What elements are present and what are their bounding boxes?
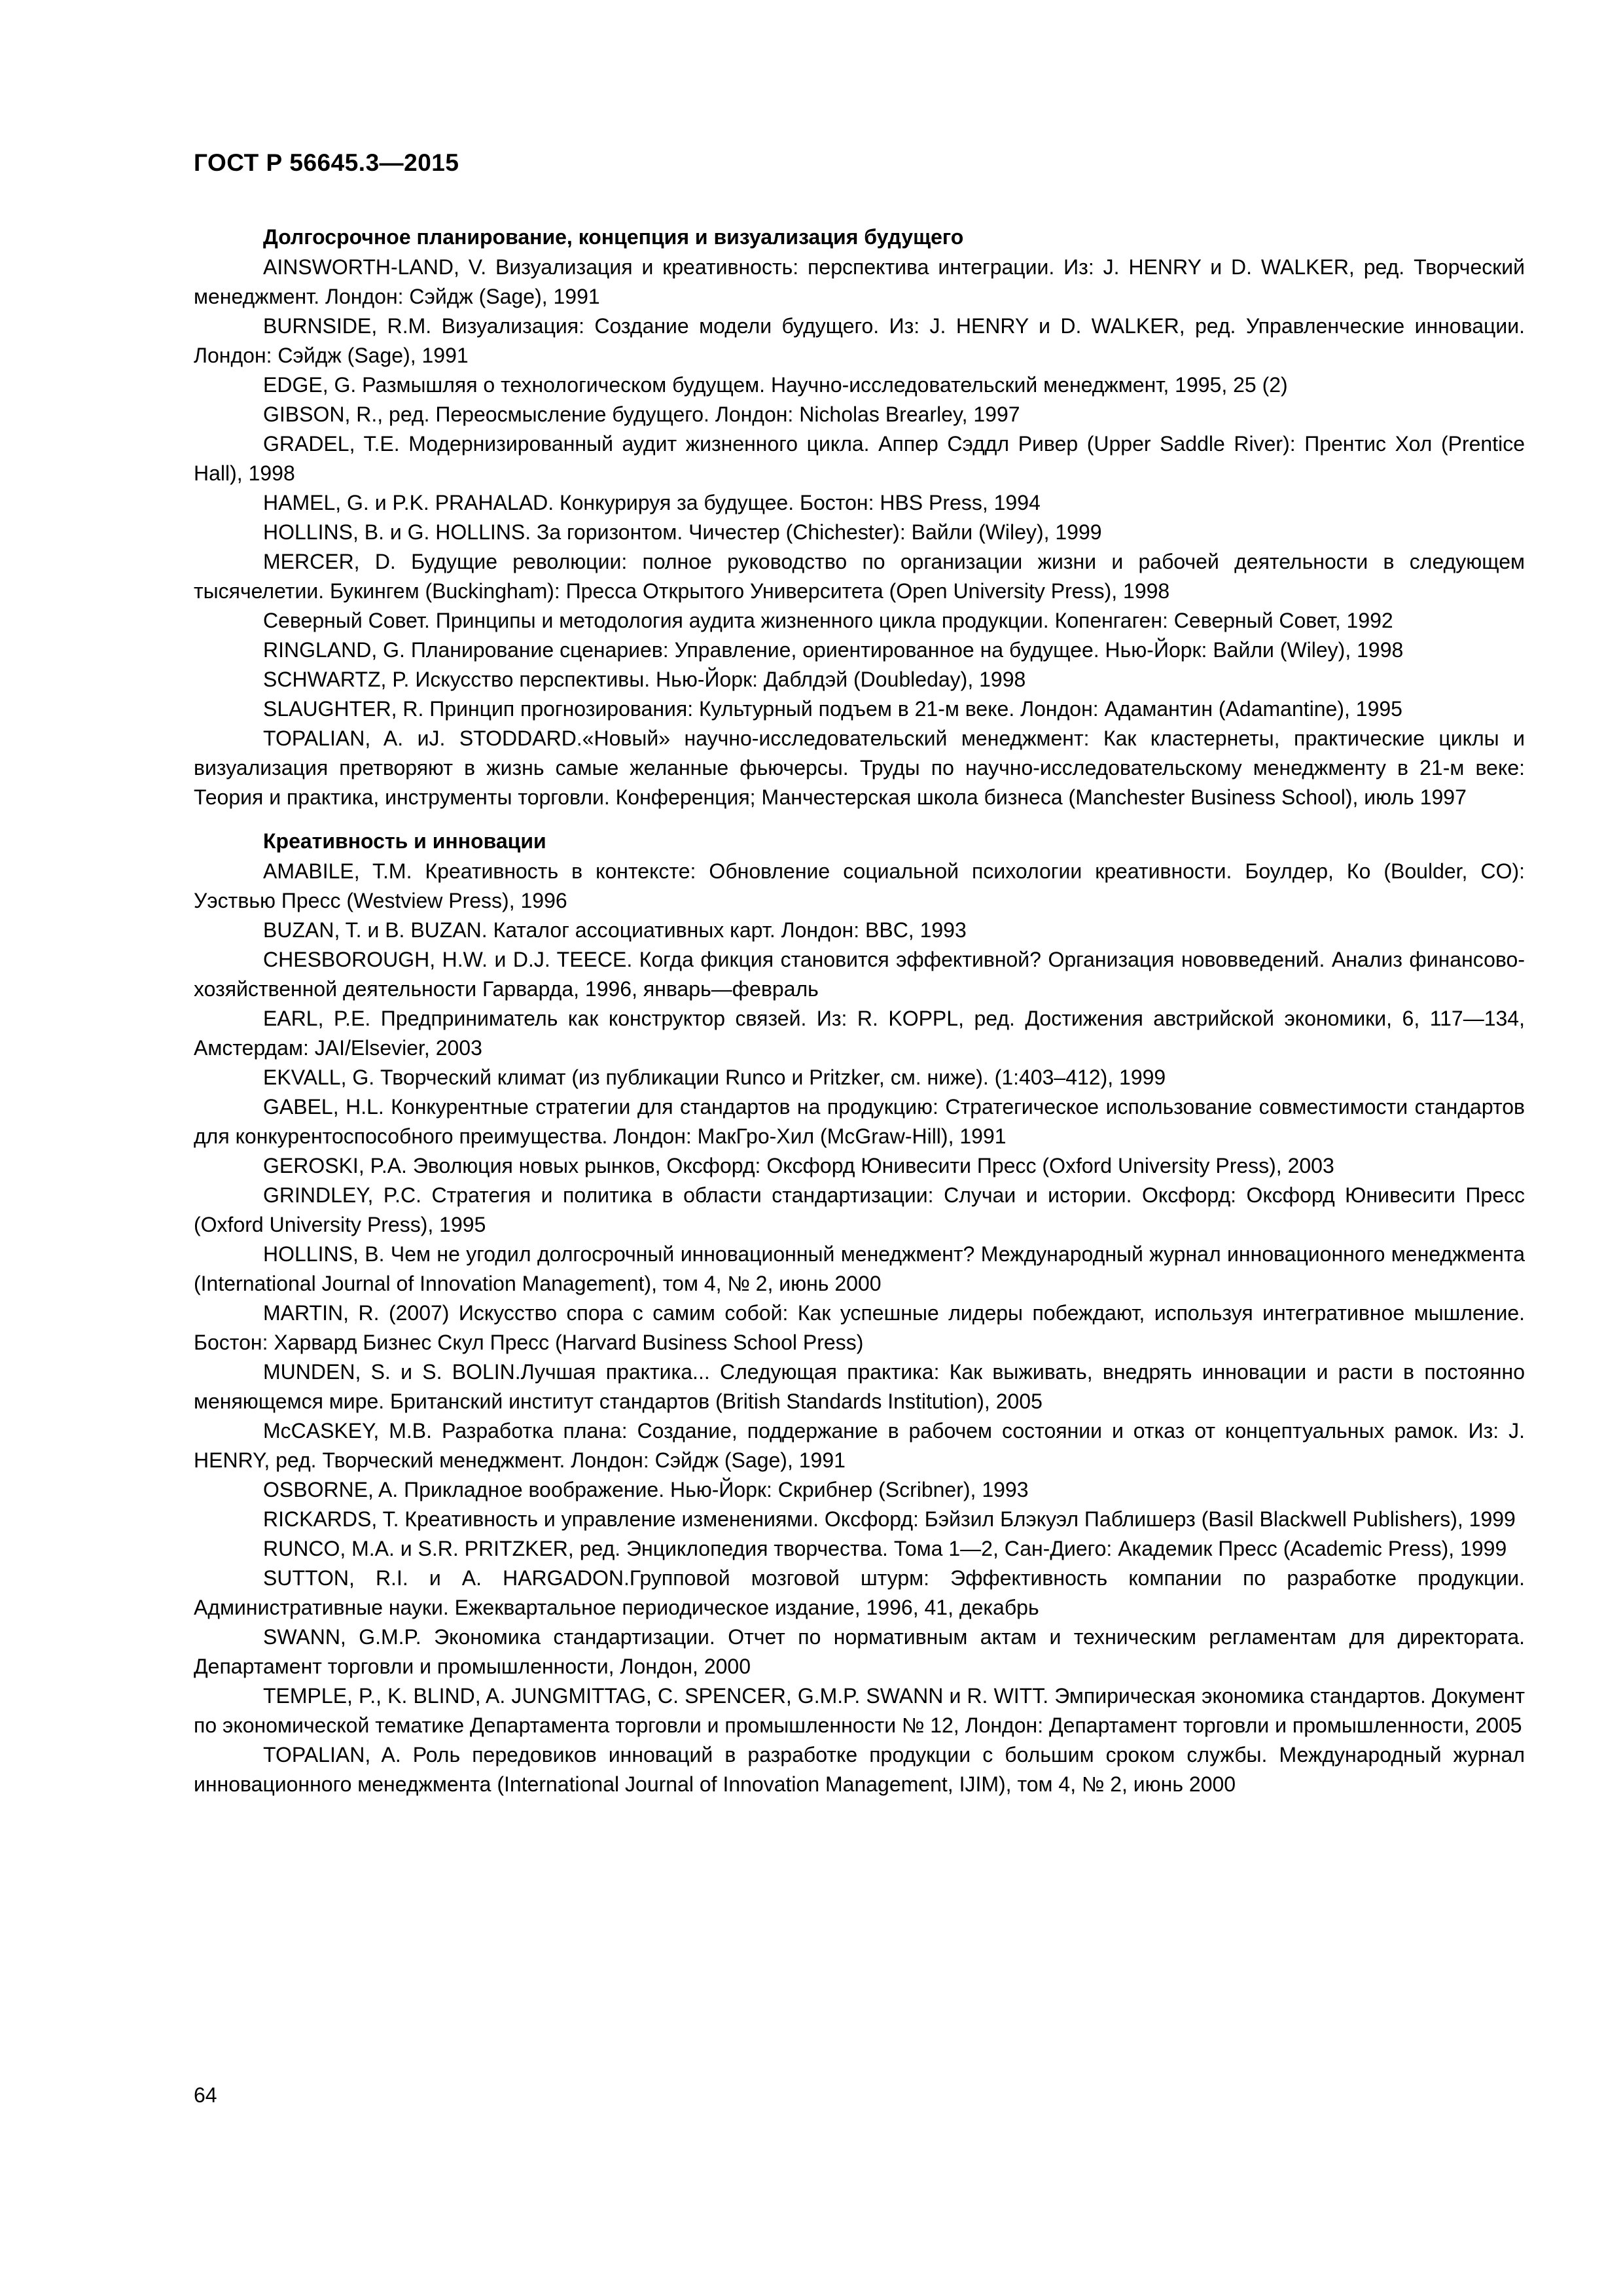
- reference-entry: GRINDLEY, P.C. Стратегия и политика в области стандартизации: Случаи и истории. Оксфорд: Оксфорд Юнивесити Пресс (Oxford University Press), 1995: [194, 1183, 1525, 1236]
- bibliography-section-long-term-planning: [194, 223, 1525, 812]
- reference-entry: BUZAN, T. и B. BUZAN. Каталог ассоциативных карт. Лондон: BBC, 1993: [263, 918, 967, 942]
- reference-entry: AMABILE, T.M. Креативность в контексте: Обновление социальной психологии креативности. Боулдер, Ко (Boulder, CO): Уэствью Пресс (Westview Press), 1996: [194, 859, 1525, 912]
- reference-entry: GIBSON, R., ред. Переосмысление будущего. Лондон: Nicholas Brearley, 1997: [263, 403, 1020, 426]
- section-title: Креативность и инновации: [263, 829, 546, 853]
- reference-entry: MERCER, D. Будущие революции: полное руководство по организации жизни и рабочей деятельности в следующем тысячелетии. Букингем (Buckingham): Пресса Открытого Университета (Open University Press), 1998: [194, 550, 1525, 603]
- reference-entry: MARTIN, R. (2007) Искусство спора с самим собой: Как успешные лидеры побеждают, используя интегративное мышление. Бостон: Харвард Бизнес Скул Пресс (Harvard Business School Press): [194, 1301, 1525, 1354]
- reference-entry: GRADEL, T.E. Модернизированный аудит жизненного цикла. Аппер Сэддл Ривер (Upper Saddle River): Прентис Хол (Prentice Hall), 1998: [194, 432, 1525, 485]
- reference-entry: AINSWORTH-LAND, V. Визуализация и креативность: перспектива интеграции. Из: J. HENRY и D. WALKER, ред. Творческий менеджмент. Лондон: Сэйдж (Sage), 1991: [194, 255, 1525, 308]
- reference-entry: SWANN, G.M.P. Экономика стандартизации. Отчет по нормативным актам и техническим регламентам для директората. Департамент торговли и промышленности, Лондон, 2000: [194, 1625, 1525, 1678]
- reference-entry: HOLLINS, B. Чем не угодил долгосрочный инновационный менеджмент? Международный журнал инновационного менеджмента (International Journal of Innovation Management), том 4, № 2, июнь 2000: [194, 1242, 1525, 1295]
- reference-entry: Северный Совет. Принципы и методология аудита жизненного цикла продукции. Копенгаген: Северный Совет, 1992: [263, 609, 1393, 632]
- reference-entry: BURNSIDE, R.M. Визуализация: Создание модели будущего. Из: J. HENRY и D. WALKER, ред. Управленческие инновации. Лондон: Сэйдж (Sage), 1991: [194, 314, 1525, 367]
- bibliography: [194, 223, 1525, 1799]
- reference-entry: McCASKEY, M.B. Разработка плана: Создание, поддержание в рабочем состоянии и отказ от концептуальных рамок. Из: J. HENRY, ред. Творческий менеджмент. Лондон: Сэйдж (Sage), 1991: [194, 1419, 1525, 1472]
- reference-entry: GABEL, H.L. Конкурентные стратегии для стандартов на продукцию: Стратегическое использование совместимости стандартов для конкурентоспособного преимущества. Лондон: МакГро-Хил (McGraw-Hill), 1991: [194, 1095, 1525, 1148]
- reference-entry: EKVALL, G. Творческий климат (из публикации Runco и Pritzker, см. ниже). (1:403–412), 1999: [263, 1066, 1166, 1089]
- reference-entry: EARL, P.E. Предприниматель как конструктор связей. Из: R. KOPPL, ред. Достижения австрийской экономики, 6, 117—134, Амстердам: JAI/Elsevier, 2003: [194, 1007, 1525, 1060]
- reference-entry: HAMEL, G. и P.K. PRAHALAD. Конкурируя за будущее. Бостон: HBS Press, 1994: [263, 491, 1041, 514]
- reference-entry: TEMPLE, P., K. BLIND, A. JUNGMITTAG, C. SPENCER, G.M.P. SWANN и R. WITT. Эмпирическая экономика стандартов. Документ по экономической тематике Департамента торговли и промышленности № 12, Лондон: Департамент торговли и промышленности, 2005: [194, 1684, 1525, 1737]
- reference-entry: GEROSKI, P.A. Эволюция новых рынков, Оксфорд: Оксфорд Юнивесити Пресс (Oxford University Press), 2003: [263, 1154, 1334, 1177]
- reference-entry: CHESBOROUGH, H.W. и D.J. TEECE. Когда фикция становится эффективной? Организация нововведений. Анализ финансово-хозяйственной деятельности Гарварда, 1996, январь—февраль: [194, 948, 1525, 1001]
- reference-entry: SUTTON, R.I. и A. HARGADON.Групповой мозговой штурм: Эффективность компании по разработке продукции. Административные науки. Ежеквартальное периодическое издание, 1996, 41, декабрь: [194, 1566, 1525, 1619]
- reference-entry: RINGLAND, G. Планирование сценариев: Управление, ориентированное на будущее. Нью-Йорк: Вайли (Wiley), 1998: [263, 638, 1404, 662]
- reference-entry: TOPALIAN, A. Роль передовиков инноваций в разработке продукции с большим сроком службы. Международный журнал инновационного менеджмента (International Journal of Innovation Management, IJIM), том 4, № 2, июнь 2000: [194, 1743, 1525, 1796]
- reference-entry: RUNCO, M.A. и S.R. PRITZKER, ред. Энциклопедия творчества. Тома 1—2, Сан-Диего: Академик Пресс (Academic Press), 1999: [263, 1537, 1507, 1560]
- reference-entry: HOLLINS, B. и G. HOLLINS. За горизонтом. Чичестер (Chichester): Вайли (Wiley), 1999: [263, 520, 1102, 544]
- reference-entry: OSBORNE, A. Прикладное воображение. Нью-Йорк: Скрибнер (Scribner), 1993: [263, 1478, 1029, 1501]
- reference-entry: TOPALIAN, A. иJ. STODDARD.«Новый» научно-исследовательский менеджмент: Как кластернеты, практические циклы и визуализация претворяют в жизнь самые желанные фьючерсы. Труды по научно-исследовательскому менеджменту в 21-м веке: Теория и практика, инструменты торговли. Конференция; Манчестерская школа бизнеса (Manchester Business School), июль 1997: [194, 726, 1525, 809]
- page-number: 64: [194, 2083, 217, 2107]
- reference-entry: MUNDEN, S. и S. BOLIN.Лучшая практика... Следующая практика: Как выживать, внедрять инновации и расти в постоянно меняющемся мире. Британский институт стандартов (British Standards Institution), 2005: [194, 1360, 1525, 1413]
- document-header: ГОСТ Р 56645.3—2015: [194, 149, 459, 176]
- section-title: Долгосрочное планирование, концепция и визуализация будущего: [263, 225, 964, 249]
- reference-entry: EDGE, G. Размышляя о технологическом будущем. Научно-исследовательский менеджмент, 1995, 25 (2): [263, 373, 1288, 397]
- bibliography-section-creativity-innovation: [194, 827, 1525, 1799]
- reference-entry: SCHWARTZ, P. Искусство перспективы. Нью-Йорк: Даблдэй (Doubleday), 1998: [263, 668, 1026, 691]
- reference-entry: SLAUGHTER, R. Принцип прогнозирования: Культурный подъем в 21-м веке. Лондон: Адамантин (Adamantine), 1995: [263, 697, 1402, 721]
- reference-entry: RICKARDS, T. Креативность и управление изменениями. Оксфорд: Бэйзил Блэкуэл Паблишерз (Basil Blackwell Publishers), 1999: [263, 1507, 1516, 1531]
